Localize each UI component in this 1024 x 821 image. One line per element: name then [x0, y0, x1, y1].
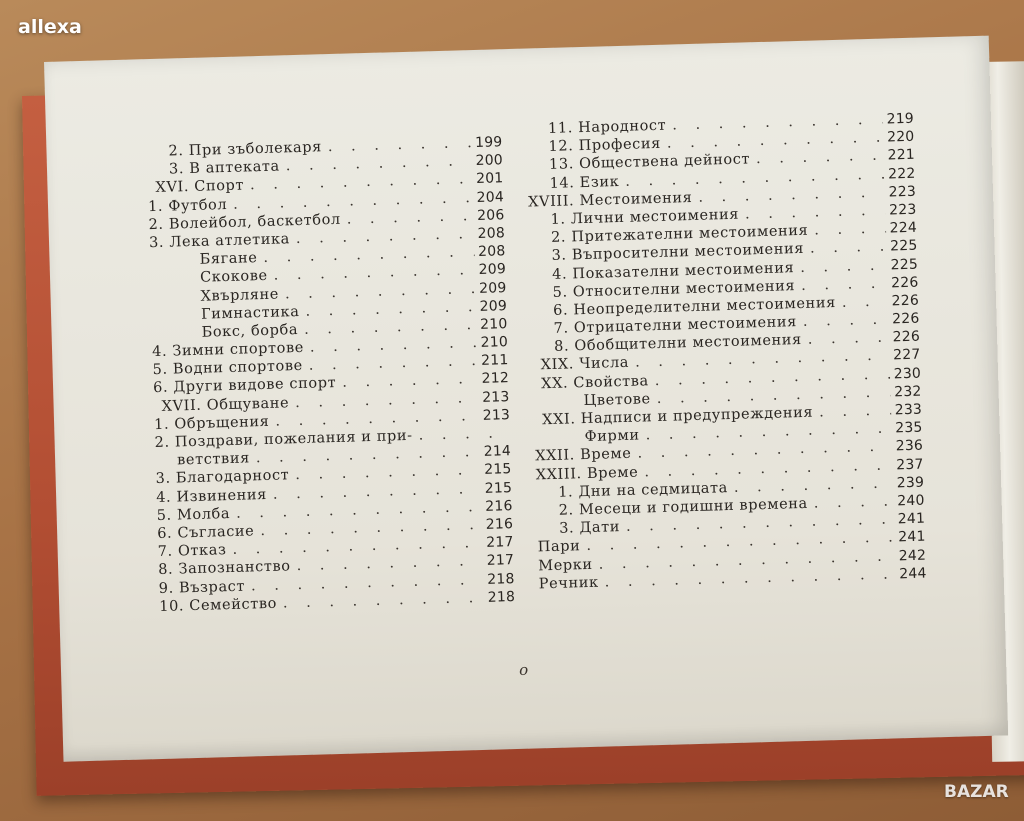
toc-entry-page: 242 — [898, 547, 927, 564]
toc-leader-dots — [808, 220, 886, 240]
toc-entry-page: 211 — [480, 352, 509, 370]
toc-entry-label: Цветове — [583, 391, 651, 409]
toc-entry-label: ветствия — [176, 450, 251, 469]
toc-entry-label: 3. Лека атлетика — [148, 231, 291, 252]
toc-leader-dots — [804, 238, 887, 258]
toc-entry-page: 213 — [482, 406, 511, 424]
toc-entry-label: XVI. Спорт — [155, 177, 245, 197]
toc-entry-label: 11. Народност — [547, 117, 667, 137]
toc-entry-page: 222 — [887, 165, 916, 183]
toc-entry-label: 3. Благодарност — [155, 467, 290, 488]
toc-entry-page: 217 — [486, 552, 515, 570]
toc-entry-page: 217 — [486, 534, 514, 551]
toc-entry-label: XXI. Надписи и предупреждения — [541, 404, 814, 429]
toc-entry-label: Бягане — [199, 250, 258, 268]
toc-left-column — [146, 133, 515, 616]
toc-entry-label: 5. Водни спортове — [152, 358, 304, 379]
toc-entry-label: XX. Свойства — [540, 372, 650, 392]
toc-entry-label: 12. Професия — [548, 135, 662, 156]
toc-leader-dots — [813, 401, 891, 421]
toc-entry-label: 13. Обществена дейност — [548, 151, 751, 174]
toc-entry-label: 6. Неопределителни местоимения — [552, 294, 837, 319]
toc-entry-label: 6. Съгласие — [156, 523, 255, 542]
toc-entry-label: Речник — [538, 574, 599, 593]
toc-entry-page: 215 — [484, 479, 513, 497]
toc-entry-page: 226 — [891, 292, 920, 310]
toc-entry-page: 213 — [481, 388, 510, 406]
toc-entry-label: 8. Запознанство — [158, 558, 291, 579]
toc-entry-label: 6. Други видове спорт — [152, 375, 337, 397]
toc-leader-dots — [802, 329, 889, 350]
toc-right-column — [526, 110, 927, 594]
toc-entry-label: XXII. Време — [534, 446, 632, 465]
toc-entry-page: 210 — [479, 316, 508, 333]
page-mark: o — [518, 660, 530, 679]
toc-entry-page — [506, 424, 511, 442]
toc-entry-page: 224 — [889, 219, 918, 237]
toc-entry-page: 208 — [477, 225, 506, 242]
toc-entry-label: Мерки — [538, 556, 593, 574]
toc-entry-page: 206 — [476, 206, 505, 224]
toc-entry-page: 209 — [479, 297, 508, 315]
toc-entry-label: 3. Дати — [559, 519, 621, 537]
toc-entry-label: Гимнастика — [200, 303, 300, 323]
toc-entry-page: 225 — [889, 237, 918, 255]
toc-entry-page: 209 — [478, 279, 507, 297]
book-page — [44, 36, 1008, 762]
toc-entry-label: Хвърляне — [200, 286, 280, 305]
toc-entry-label: 1. Лични местоимения — [550, 206, 740, 228]
brand-logo: BAZAR — [944, 782, 1009, 802]
toc-entry-page: 220 — [886, 128, 915, 146]
toc-entry-page: 204 — [476, 188, 505, 206]
toc-entry-label: 10. Семейство — [159, 595, 278, 615]
toc-entry-label: 2. Притежателни местоимения — [550, 222, 809, 247]
toc-entry-page: 227 — [892, 347, 921, 364]
toc-leader-dots — [836, 292, 888, 312]
toc-entry-label: XIX. Числа — [540, 355, 630, 374]
toc-entry-label: 2. Волейбол, баскетбол — [148, 211, 341, 233]
toc-entry-page: 199 — [474, 134, 503, 151]
watermark-text: allexa — [18, 16, 82, 38]
toc-entry-label: 1. Обръщения — [153, 413, 270, 433]
toc-entry-label: 3. Въпросителни местоимения — [551, 241, 805, 265]
toc-entry-page: 240 — [897, 492, 925, 510]
toc-entry-label: 2. При зъболекаря — [168, 139, 323, 160]
toc-entry-page: 226 — [891, 310, 920, 328]
toc-entry-label: 7. Отказ — [157, 542, 227, 561]
toc-entry-label: 14. Език — [549, 173, 620, 192]
toc-entry-label: 9. Възраст — [158, 578, 246, 597]
toc-entry-label: 1. Футбол — [147, 196, 228, 215]
toc-entry-page: 236 — [895, 437, 924, 455]
toc-entry-page: 216 — [485, 497, 513, 515]
toc-entry-page: 226 — [892, 328, 921, 346]
toc-entry-page: 209 — [478, 261, 507, 279]
toc-entry-page: 223 — [888, 201, 917, 219]
toc-entry-page: 235 — [895, 419, 923, 437]
toc-entry-page: 232 — [893, 383, 922, 401]
toc-entry-page: 200 — [475, 152, 504, 170]
toc-entry-label: 5. Относителни местоимения — [552, 277, 796, 301]
toc-entry-page: 210 — [480, 334, 509, 351]
toc-leader-dots — [808, 492, 894, 513]
toc-entry-page: 233 — [894, 401, 923, 419]
toc-entry-label: 2. Месеци и годишни времена — [558, 495, 809, 519]
toc-entry-label: XXIII. Време — [535, 464, 639, 483]
toc-entry-page: 239 — [896, 474, 925, 492]
toc-entry-label: 5. Молба — [156, 505, 231, 524]
toc-entry-label: 4. Извинения — [155, 486, 268, 506]
toc-entry-page: 225 — [890, 256, 919, 273]
toc-entry-page: 212 — [481, 370, 510, 388]
toc-entry-label: 8. Обобщителни местоимения — [553, 332, 803, 356]
toc-entry-page: 237 — [896, 456, 924, 473]
table-of-contents — [44, 36, 1008, 762]
toc-entry-page: 208 — [477, 243, 506, 261]
toc-entry-page: 244 — [899, 565, 927, 583]
toc-entry-page: 241 — [897, 510, 926, 528]
toc-entry-page: 226 — [890, 274, 919, 292]
toc-entry-page: 201 — [475, 170, 504, 188]
toc-entry-page: 241 — [898, 528, 926, 546]
toc-entry-label: Фирми — [584, 427, 640, 446]
toc-entry-page: 223 — [888, 183, 917, 201]
toc-entry-label: 7. Отрицателни местоимения — [553, 314, 798, 337]
toc-entry-label: Пари — [537, 538, 581, 556]
toc-entry-page: 215 — [484, 461, 512, 479]
toc-entry-label: XVIII. Местоимения — [527, 189, 693, 211]
toc-entry-label: Бокс, борба — [201, 321, 299, 341]
toc-entry-label: 4. Зимни спортове — [151, 339, 305, 361]
toc-entry-label: 2. Поздрави, пожелания и при- — [154, 427, 413, 452]
toc-entry-label: Скокове — [199, 268, 268, 287]
toc-entry-page: 230 — [893, 365, 922, 383]
toc-entry-label: 1. Дни на седмицата — [557, 479, 729, 501]
toc-entry-page: 218 — [487, 588, 516, 606]
toc-entry-label: XVII. Общуване — [161, 394, 290, 415]
toc-entry-label: 4. Показателни местоимения — [551, 259, 795, 283]
toc-entry-label: 3. В аптеката — [168, 158, 281, 178]
toc-entry-page: 219 — [886, 110, 915, 128]
toc-entry-page: 214 — [483, 443, 512, 461]
toc-entry-page: 218 — [487, 570, 515, 588]
toc-entry-page: 216 — [485, 516, 514, 533]
toc-entry-page: 221 — [887, 147, 916, 164]
